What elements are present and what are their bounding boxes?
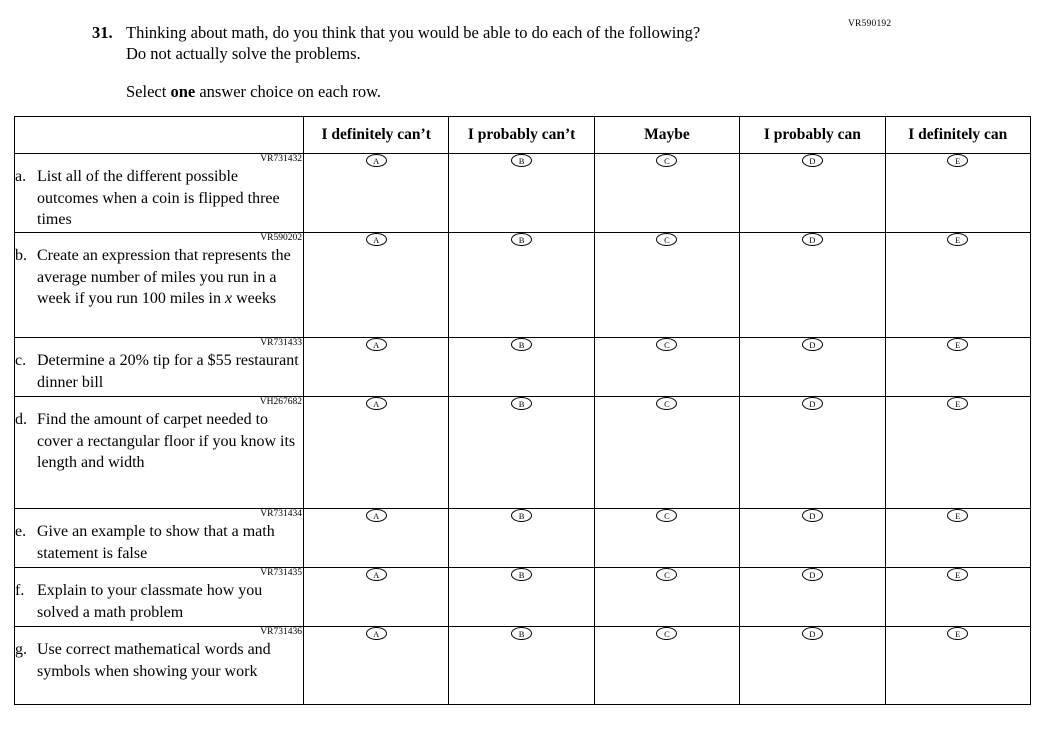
bubble-f-5[interactable] (885, 568, 1030, 627)
bubble-e-4[interactable] (740, 509, 885, 568)
bubble-c-4[interactable] (740, 338, 885, 397)
bubble-letter: D (809, 155, 816, 166)
item-code-f: VR731435 (260, 568, 302, 578)
radio-bubble[interactable] (802, 233, 823, 246)
bubble-letter: A (373, 510, 380, 521)
row-stem-g (15, 627, 304, 705)
bubble-letter: D (809, 510, 816, 521)
bubble-d-5[interactable] (885, 397, 1030, 509)
table-row (15, 233, 1031, 338)
item-code-e: VR731434 (260, 509, 302, 519)
column-header-maybe: Maybe (594, 117, 739, 154)
bubble-c-5[interactable] (885, 338, 1030, 397)
radio-bubble[interactable] (947, 509, 968, 522)
radio-bubble[interactable] (366, 338, 387, 351)
radio-bubble[interactable] (366, 627, 387, 640)
matrix-header-row (15, 117, 1031, 154)
radio-bubble[interactable] (947, 338, 968, 351)
bubble-a-3[interactable] (594, 154, 739, 233)
bubble-f-4[interactable] (740, 568, 885, 627)
column-header-definitely-cant: I definitely can’t (304, 117, 449, 154)
bubble-f-3[interactable] (594, 568, 739, 627)
radio-bubble[interactable] (656, 154, 677, 167)
radio-bubble[interactable] (656, 397, 677, 410)
row-stem-a (15, 154, 304, 233)
row-letter-e: e. (15, 523, 27, 541)
radio-bubble[interactable] (947, 568, 968, 581)
row-letter-f: f. (15, 582, 25, 600)
bubble-a-5[interactable] (885, 154, 1030, 233)
matrix-corner-cell (15, 117, 304, 154)
bubble-letter: D (809, 398, 816, 409)
bubble-b-2[interactable] (449, 233, 594, 338)
bubble-letter: C (664, 339, 670, 350)
instruction-pre: Select (126, 82, 171, 102)
item-code-b: VR590202 (260, 233, 302, 243)
radio-bubble[interactable] (511, 627, 532, 640)
bubble-letter: C (664, 510, 670, 521)
radio-bubble[interactable] (511, 509, 532, 522)
radio-bubble[interactable] (366, 509, 387, 522)
radio-bubble[interactable] (802, 509, 823, 522)
row-letter-b: b. (15, 247, 27, 265)
bubble-letter: D (809, 234, 816, 245)
bubble-c-3[interactable] (594, 338, 739, 397)
bubble-letter: C (664, 569, 670, 580)
item-code-a: VR731432 (260, 154, 302, 164)
bubble-b-1[interactable] (304, 233, 449, 338)
table-row (15, 568, 1031, 627)
bubble-g-2[interactable] (449, 627, 594, 705)
bubble-a-2[interactable] (449, 154, 594, 233)
bubble-letter: E (955, 234, 961, 245)
bubble-b-3[interactable] (594, 233, 739, 338)
bubble-a-1[interactable] (304, 154, 449, 233)
bubble-e-1[interactable] (304, 509, 449, 568)
bubble-g-3[interactable] (594, 627, 739, 705)
bubble-g-1[interactable] (304, 627, 449, 705)
bubble-letter: E (955, 628, 961, 639)
radio-bubble[interactable] (656, 233, 677, 246)
row-letter-a: a. (15, 168, 27, 186)
bubble-letter: B (518, 234, 525, 245)
radio-bubble[interactable] (511, 154, 532, 167)
radio-bubble[interactable] (947, 397, 968, 410)
row-stem-c (15, 338, 304, 397)
row-letter-g: g. (15, 641, 27, 659)
row-text-f: Explain to your classmate how you solved a math problem (37, 582, 263, 621)
question-instruction (126, 81, 982, 102)
row-stem-e (15, 509, 304, 568)
row-text-b-part2: weeks (232, 289, 277, 307)
radio-bubble[interactable] (947, 627, 968, 640)
bubble-b-5[interactable] (885, 233, 1030, 338)
bubble-d-3[interactable] (594, 397, 739, 509)
bubble-d-4[interactable] (740, 397, 885, 509)
question-prompt-line2: Do not actually solve the problems. (126, 44, 361, 64)
bubble-letter: A (373, 339, 380, 350)
radio-bubble[interactable] (802, 627, 823, 640)
row-text-b (37, 245, 303, 308)
bubble-d-2[interactable] (449, 397, 594, 509)
bubble-letter: B (518, 339, 525, 350)
bubble-letter: C (664, 398, 670, 409)
response-matrix (14, 116, 1031, 705)
table-row (15, 154, 1031, 233)
bubble-letter: D (809, 628, 816, 639)
bubble-letter: B (518, 155, 525, 166)
bubble-letter: E (955, 398, 961, 409)
column-header-probably-cant: I probably can’t (449, 117, 594, 154)
bubble-e-2[interactable] (449, 509, 594, 568)
table-row (15, 509, 1031, 568)
radio-bubble[interactable] (366, 397, 387, 410)
row-letter-c: c. (15, 352, 27, 370)
bubble-letter: C (664, 234, 670, 245)
bubble-letter: C (664, 155, 670, 166)
row-text-d: Find the amount of carpet needed to cover a rectangular floor if you know its length and width (37, 411, 296, 471)
radio-bubble[interactable] (656, 338, 677, 351)
radio-bubble[interactable] (802, 154, 823, 167)
bubble-b-4[interactable] (740, 233, 885, 338)
bubble-letter: A (373, 234, 380, 245)
bubble-d-1[interactable] (304, 397, 449, 509)
bubble-letter: B (518, 569, 525, 580)
bubble-letter: A (373, 628, 380, 639)
instruction-post: answer choice on each row. (195, 82, 382, 102)
radio-bubble[interactable] (511, 568, 532, 581)
bubble-letter: D (809, 569, 816, 580)
radio-bubble[interactable] (511, 397, 532, 410)
table-row (15, 338, 1031, 397)
bubble-letter: E (955, 155, 961, 166)
item-code-c: VR731433 (260, 338, 302, 348)
item-code-g: VR731436 (260, 627, 302, 637)
bubble-letter: B (518, 510, 525, 521)
radio-bubble[interactable] (366, 233, 387, 246)
column-header-probably-can: I probably can (740, 117, 885, 154)
item-code-top: VR590192 (848, 19, 892, 29)
radio-bubble[interactable] (656, 509, 677, 522)
radio-bubble[interactable] (366, 154, 387, 167)
radio-bubble[interactable] (511, 233, 532, 246)
row-text-a: List all of the different possible outcomes when a coin is flipped three times (37, 168, 280, 228)
question-number: 31. (92, 23, 113, 42)
radio-bubble[interactable] (511, 338, 532, 351)
row-text-g: Use correct mathematical words and symbols when showing your work (37, 641, 271, 680)
row-stem-d (15, 397, 304, 509)
bubble-g-5[interactable] (885, 627, 1030, 705)
row-letter-d: d. (15, 411, 27, 429)
bubble-f-2[interactable] (449, 568, 594, 627)
bubble-letter: B (518, 398, 525, 409)
bubble-c-2[interactable] (449, 338, 594, 397)
bubble-f-1[interactable] (304, 568, 449, 627)
row-text-e: Give an example to show that a math statement is false (37, 523, 275, 562)
radio-bubble[interactable] (802, 338, 823, 351)
item-code-d: VH267682 (259, 397, 302, 407)
row-stem-f (15, 568, 304, 627)
bubble-letter: B (518, 628, 525, 639)
radio-bubble[interactable] (802, 568, 823, 581)
row-text-b-part1: Create an expression that represents the average number of miles you run in a week if you run 100 miles in (37, 247, 291, 307)
table-row (15, 397, 1031, 509)
bubble-letter: A (373, 155, 380, 166)
bubble-letter: C (664, 628, 670, 639)
radio-bubble[interactable] (802, 397, 823, 410)
row-text-b-variable: x (224, 289, 233, 307)
radio-bubble[interactable] (947, 154, 968, 167)
bubble-letter: E (955, 510, 961, 521)
question-prompt-line1: Thinking about math, do you think that you would be able to do each of the following? (126, 23, 701, 42)
column-header-definitely-can: I definitely can (885, 117, 1030, 154)
bubble-e-5[interactable] (885, 509, 1030, 568)
bubble-e-3[interactable] (594, 509, 739, 568)
bubble-letter: A (373, 398, 380, 409)
radio-bubble[interactable] (656, 568, 677, 581)
bubble-g-4[interactable] (740, 627, 885, 705)
instruction-emphasis: one (170, 82, 196, 102)
row-stem-b (15, 233, 304, 338)
bubble-letter: E (955, 569, 961, 580)
question-header (92, 22, 982, 102)
bubble-c-1[interactable] (304, 338, 449, 397)
row-text-c: Determine a 20% tip for a $55 restaurant dinner bill (37, 352, 299, 391)
radio-bubble[interactable] (366, 568, 387, 581)
bubble-a-4[interactable] (740, 154, 885, 233)
bubble-letter: D (809, 339, 816, 350)
bubble-letter: E (955, 339, 961, 350)
bubble-letter: A (373, 569, 380, 580)
table-row (15, 627, 1031, 705)
radio-bubble[interactable] (947, 233, 968, 246)
radio-bubble[interactable] (656, 627, 677, 640)
